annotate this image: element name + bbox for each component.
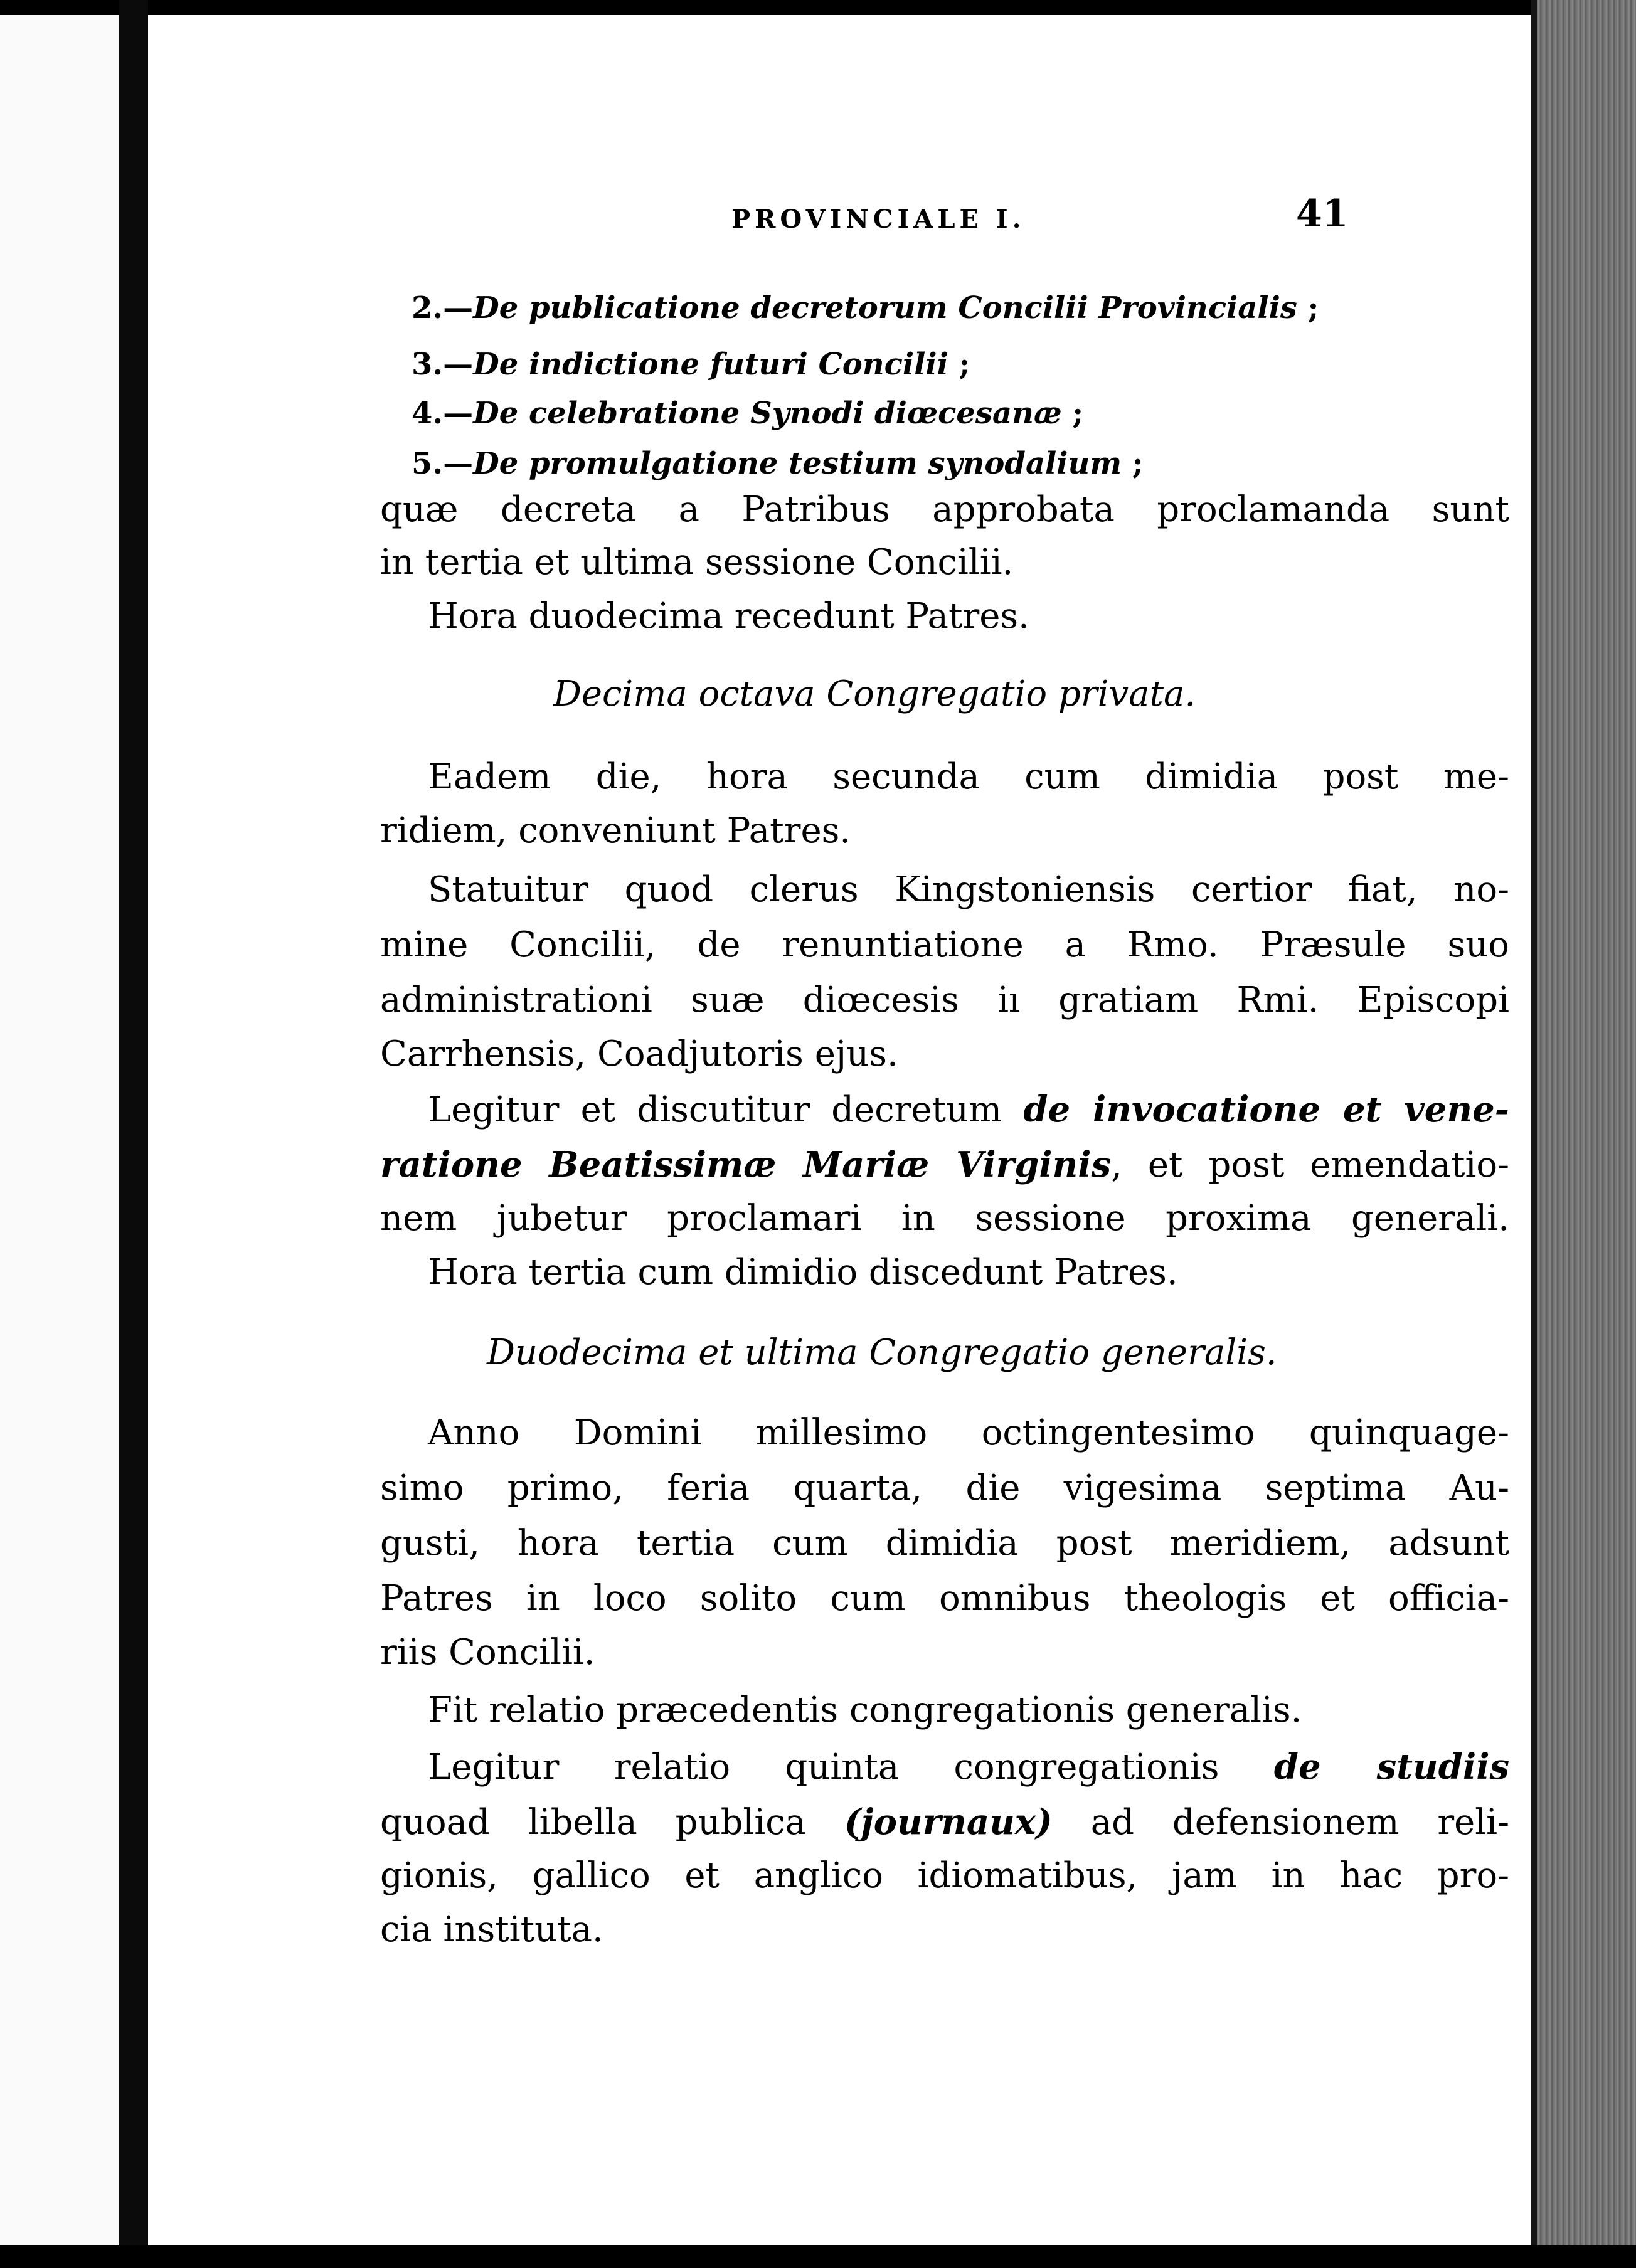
text-line: Statuitur quod clerus Kingstoniensis certior fiat, no- [428,869,1509,910]
book-page [148,15,1531,2245]
page-header [148,192,1531,248]
facing-page-edge [0,15,119,2268]
text-line: nem jubetur proclamari in sessione proxima generali. [380,1198,1509,1239]
list-item: 2.—De publicatione decretorum Concilii Provincialis ; [412,290,1319,326]
scan-bottom-border [0,2245,1636,2268]
page-number: 41 [1296,192,1349,236]
text-line: simo primo, feria quarta, die vigesima septima Au- [380,1468,1509,1508]
section-heading: Duodecima et ultima Congregatio generalis. [487,1332,1277,1373]
text-line: gusti, hora tertia cum dimidia post meridiem, adsunt [380,1523,1509,1564]
text-line: Hora tertia cum dimidio discedunt Patres. [428,1252,1178,1293]
text-line: Legitur et discutitur decretum de invocatione et vene- [428,1089,1509,1130]
text-line: ridiem, conveniunt Patres. [380,810,851,851]
text-line: riis Concilii. [380,1632,595,1673]
text-line: Carrhensis, Coadjutoris ejus. [380,1034,898,1074]
scan-top-border [0,0,1636,15]
list-item: 5.—De promulgatione testium synodalium ; [412,446,1144,481]
text-line: Hora duodecima recedunt Patres. [428,596,1029,637]
text-line: Fit relatio præcedentis congregationis generalis. [428,1690,1302,1730]
text-line: quoad libella publica (journaux) ad defensionem reli- [380,1801,1509,1843]
list-item: 3.—De indictione futuri Concilii ; [412,347,970,382]
text-line: Anno Domini millesimo octingentesimo quinquage- [428,1412,1509,1453]
text-line: in tertia et ultima sessione Concilii. [380,542,1014,583]
list-item: 4.—De celebratione Synodi diœcesanæ ; [412,396,1084,431]
text-line: Patres in loco solito cum omnibus theologis et officia- [380,1578,1509,1619]
text-line: mine Concilii, de renuntiatione a Rmo. Præsule suo [380,925,1509,965]
text-line: Eadem die, hora secunda cum dimidia post me- [428,756,1509,797]
text-line: administrationi suæ diœcesis iı gratiam Rmi. Episcopi [380,980,1509,1020]
text-line: ratione Beatissimæ Mariæ Virginis, et post emendatio- [380,1144,1509,1185]
text-line: quæ decreta a Patribus approbata proclamanda sunt [380,489,1509,530]
text-line: cia instituta. [380,1909,603,1950]
section-heading: Decima octava Congregatio privata. [553,674,1196,714]
text-line: gionis, gallico et anglico idiomatibus, jam in hac pro- [380,1855,1509,1896]
page-stack-edge [1537,0,1636,2268]
text-line: Legitur relatio quinta congregationis de studiis [428,1746,1509,1788]
book-gutter [119,0,148,2268]
running-head: PROVINCIALE I. [731,204,1026,234]
